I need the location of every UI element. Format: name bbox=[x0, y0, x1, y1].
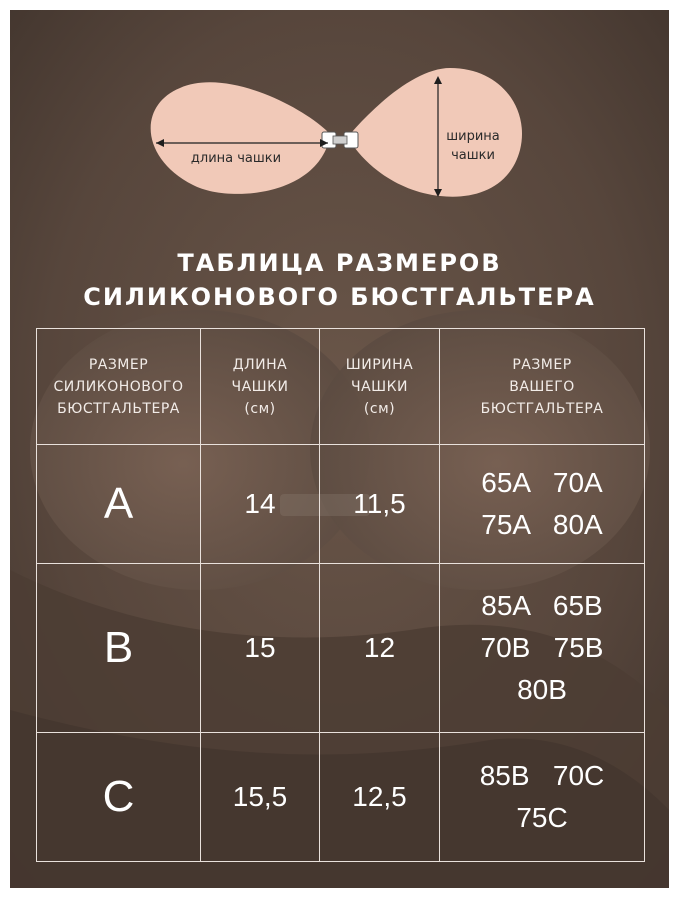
header-silicone-size bbox=[37, 329, 201, 445]
cup-width-cell: 12,5 bbox=[320, 733, 440, 862]
header-line: РАЗМЕР bbox=[512, 356, 572, 373]
header-line: РАЗМЕР bbox=[88, 356, 149, 373]
width-label-line1: ширина bbox=[446, 129, 500, 144]
bra-size-line: 65A 70A bbox=[481, 467, 603, 498]
title-line1: ТАБЛИЦА РАЗМЕРОВ bbox=[177, 249, 502, 277]
cup-size-cell: C bbox=[37, 733, 201, 862]
bra-size-line: 80B bbox=[517, 674, 567, 705]
header-cup-length bbox=[201, 329, 320, 445]
cup-size-cell: B bbox=[37, 564, 201, 733]
bra-sizes-cell bbox=[440, 733, 645, 862]
bra-size-line: 85B 70C bbox=[479, 760, 605, 791]
header-line: ЧАШКИ bbox=[350, 378, 409, 395]
title-line2: СИЛИКОНОВОГО БЮСТГАЛЬТЕРА bbox=[83, 283, 596, 311]
table-row bbox=[37, 445, 645, 564]
size-chart-card bbox=[10, 10, 669, 888]
header-line: СИЛИКОНОВОГО bbox=[53, 378, 184, 395]
bra-size-line: 75A 80A bbox=[481, 509, 603, 540]
length-label: длина чашки bbox=[190, 151, 282, 166]
bra-size-line: 75C bbox=[516, 802, 568, 833]
header-row bbox=[37, 329, 645, 445]
cup-width-cell: 12 bbox=[320, 564, 440, 733]
header-line: (см) bbox=[363, 400, 396, 417]
cup-length-cell: 14 bbox=[201, 445, 320, 564]
bra-sizes-cell bbox=[440, 445, 645, 564]
header-line: ЧАШКИ bbox=[231, 378, 289, 395]
header-line: ШИРИНА bbox=[345, 356, 414, 373]
bra-size-line: 85A 65B bbox=[481, 590, 603, 621]
header-line: БЮСТГАЛЬТЕРА bbox=[480, 400, 604, 417]
cup-length-cell: 15 bbox=[201, 564, 320, 733]
header-cup-width bbox=[320, 329, 440, 445]
bra-size-line: 70B 75B bbox=[480, 632, 604, 663]
size-table bbox=[36, 328, 645, 862]
bra-diagram bbox=[10, 10, 669, 210]
header-your-size bbox=[440, 329, 645, 445]
cup-size-cell: A bbox=[37, 445, 201, 564]
table-row bbox=[37, 733, 645, 862]
header-line: БЮСТГАЛЬТЕРА bbox=[57, 400, 180, 417]
left-cup-shape bbox=[151, 82, 328, 194]
cup-length-cell: 15,5 bbox=[201, 733, 320, 862]
bra-sizes-cell bbox=[440, 564, 645, 733]
header-line: ДЛИНА bbox=[232, 356, 288, 373]
table-row bbox=[37, 564, 645, 733]
cup-width-cell: 11,5 bbox=[320, 445, 440, 564]
width-label-line2: чашки bbox=[451, 148, 495, 163]
header-line: (см) bbox=[244, 400, 276, 417]
header-line: ВАШЕГО bbox=[509, 378, 575, 395]
